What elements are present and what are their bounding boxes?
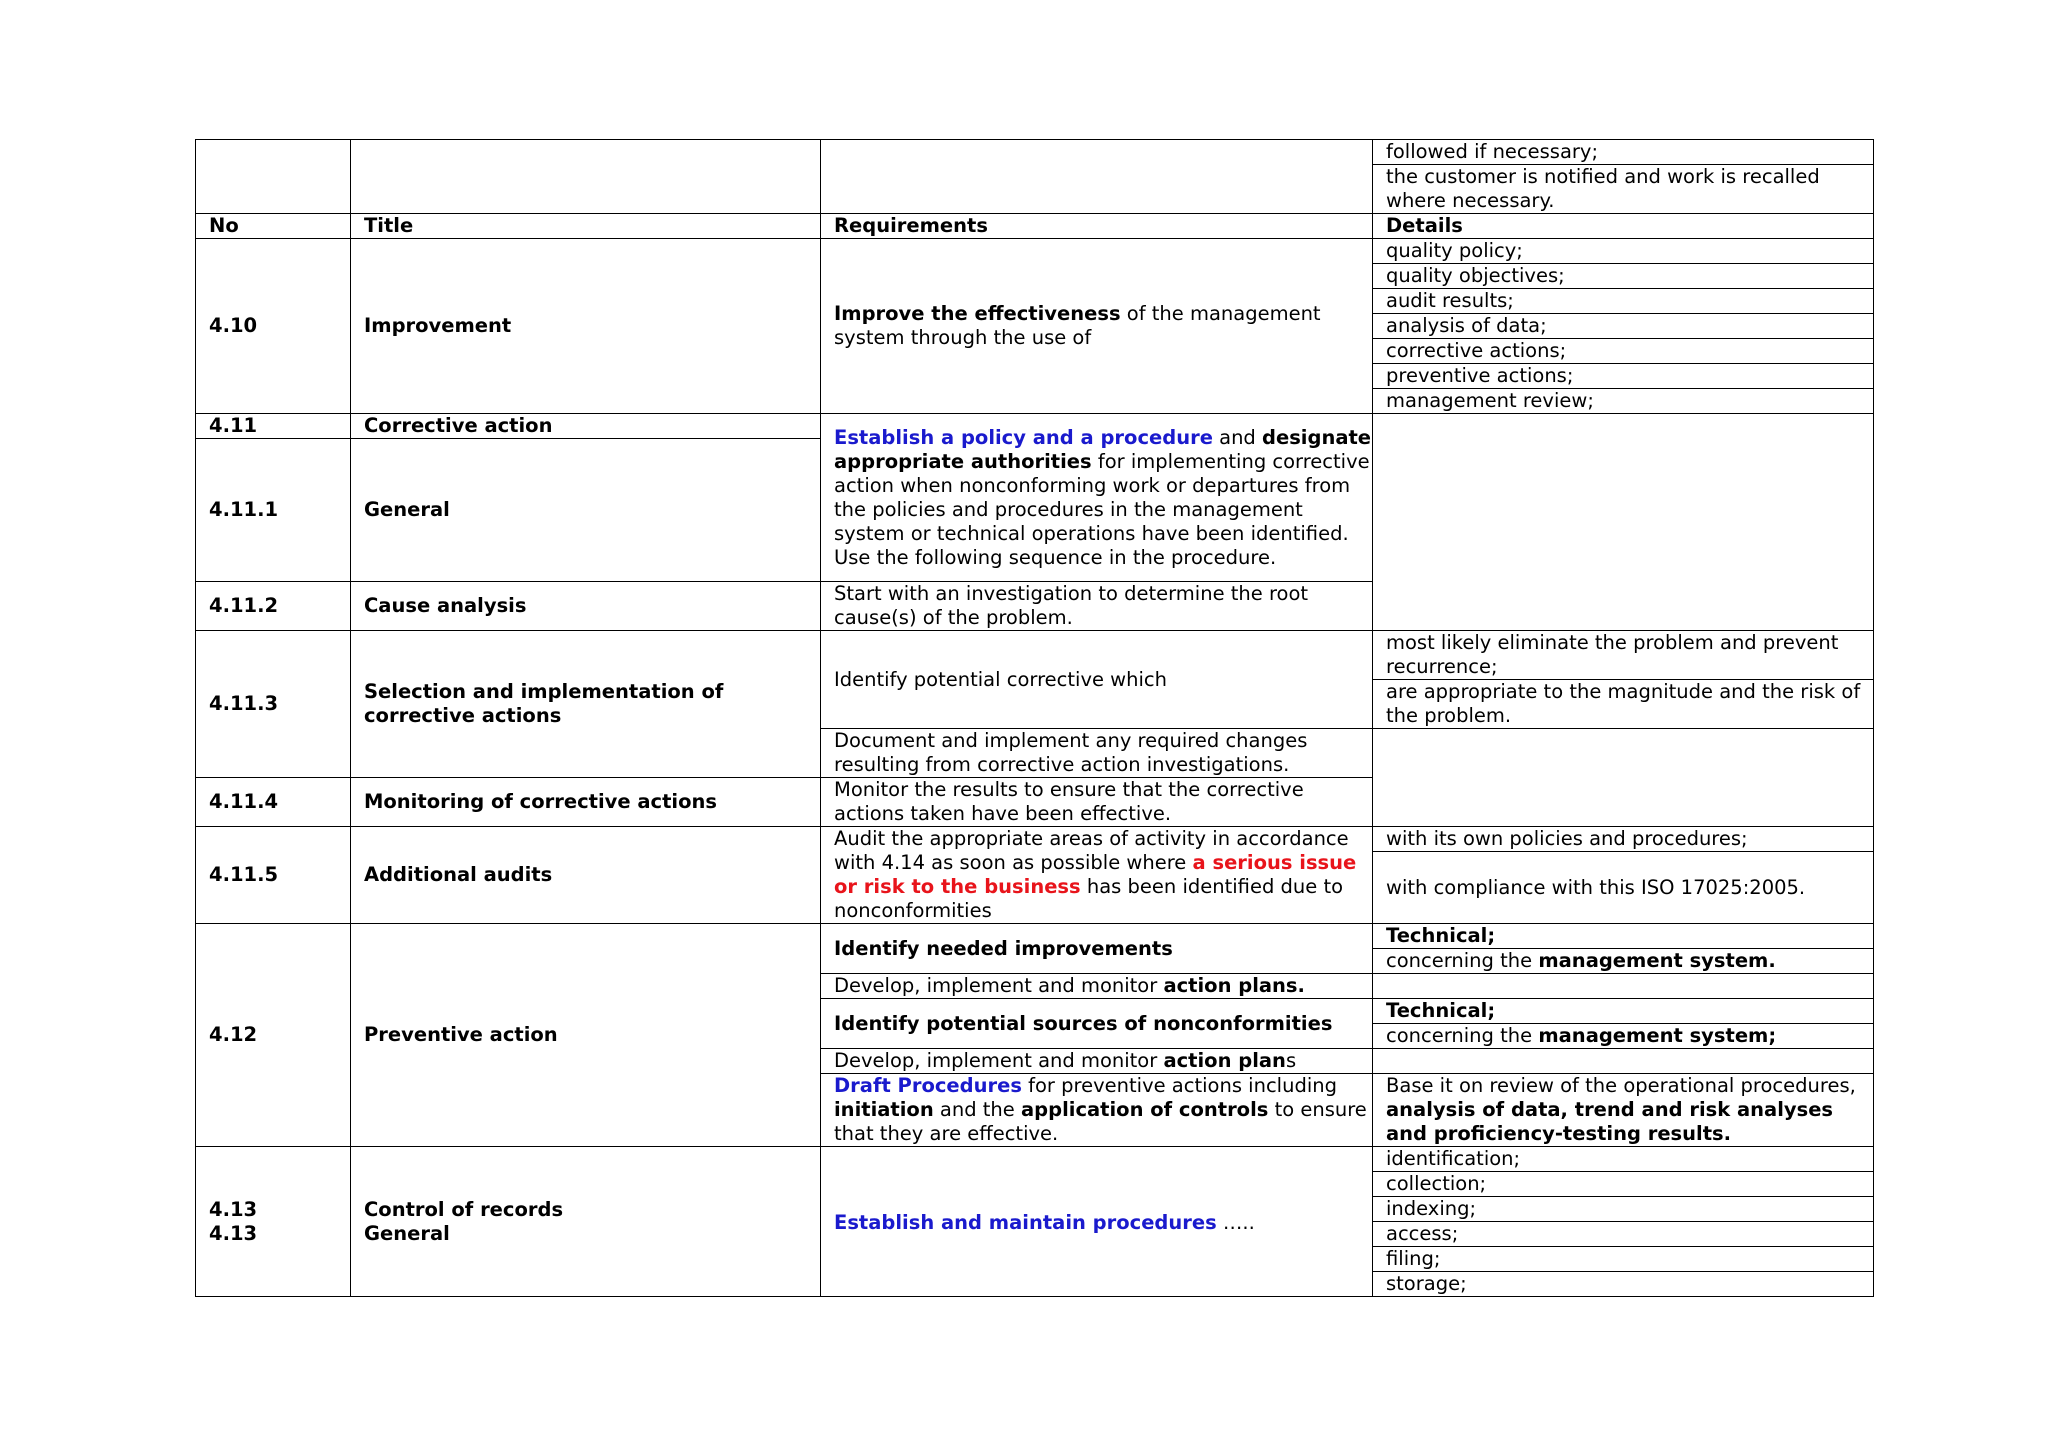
- empty-no-cell: [196, 140, 351, 214]
- section-title: Improvement: [351, 239, 821, 414]
- header-details: Details: [1373, 214, 1874, 239]
- detail-cell: corrective actions;: [1373, 339, 1874, 364]
- requirements-cell: [821, 1049, 1373, 1074]
- detail-cell: with its own policies and procedures;: [1373, 827, 1874, 852]
- requirements-cell: [821, 1074, 1373, 1147]
- detail-cell: most likely eliminate the problem and prevent recurrence;: [1373, 631, 1874, 680]
- req-text: Develop, implement and monitor: [834, 974, 1164, 997]
- req-bold: Improve the effectiveness: [834, 302, 1121, 325]
- detail-cell: followed if necessary;: [1373, 140, 1874, 165]
- detail-cell: are appropriate to the magnitude and the risk of the problem.: [1373, 680, 1874, 729]
- table-row: [196, 414, 1874, 439]
- requirements-cell: Start with an investigation to determine the root cause(s) of the problem.: [821, 582, 1373, 631]
- section-title: Additional audits: [351, 827, 821, 924]
- section-number: 4.10: [196, 239, 351, 414]
- req-text: for implementing corrective action when nonconforming work or departures from the policies and procedures in the management system or technical operations have been identified. Use the following sequence in the procedure.: [834, 449, 1370, 569]
- detail-cell: [1373, 1074, 1874, 1147]
- detail-cell: identification;: [1373, 1147, 1874, 1172]
- req-highlight: Draft Procedures: [834, 1074, 1022, 1097]
- req-bold: action plans.: [1163, 974, 1305, 997]
- empty-requirements-cell: [821, 140, 1373, 214]
- requirements-cell: [821, 239, 1373, 414]
- detail-bold: management system.: [1538, 949, 1776, 972]
- detail-cell: quality policy;: [1373, 239, 1874, 264]
- req-bold: designate appropriate authorities: [834, 425, 1372, 473]
- section-number: 4.11.3: [196, 631, 351, 778]
- empty-detail-cell: [1373, 974, 1874, 999]
- requirements-table: [195, 139, 1874, 1297]
- detail-cell: preventive actions;: [1373, 364, 1874, 389]
- detail-cell: the customer is notified and work is recalled where necessary.: [1373, 165, 1874, 214]
- section-number: 4.11.2: [196, 582, 351, 631]
- requirements-cell: [821, 827, 1373, 924]
- detail-cell: storage;: [1373, 1272, 1874, 1297]
- detail-bold: analysis of data, trend and risk analyses and proficiency-testing results.: [1386, 1098, 1834, 1145]
- section-number: [196, 1147, 351, 1297]
- detail-cell: access;: [1373, 1222, 1874, 1247]
- detail-cell: [1373, 949, 1874, 974]
- requirements-cell: Monitor the results to ensure that the corrective actions taken have been effective.: [821, 778, 1373, 827]
- detail-cell: filing;: [1373, 1247, 1874, 1272]
- detail-cell: management review;: [1373, 389, 1874, 414]
- req-text: and: [1212, 425, 1263, 449]
- req-text: for preventive actions including: [1021, 1074, 1337, 1097]
- detail-cell: with compliance with this ISO 17025:2005.: [1373, 852, 1874, 924]
- section-number: 4.11: [196, 414, 351, 439]
- section-title: Cause analysis: [351, 582, 821, 631]
- section-title-line: General: [364, 1221, 450, 1245]
- table-row: [196, 140, 1874, 165]
- empty-detail-cell: [1373, 414, 1874, 631]
- requirements-cell: Document and implement any required changes resulting from corrective action investigations.: [821, 729, 1373, 778]
- header-requirements: Requirements: [821, 214, 1373, 239]
- requirements-cell: Identify needed improvements: [821, 924, 1373, 974]
- section-number: 4.11.5: [196, 827, 351, 924]
- detail-cell: Technical;: [1373, 999, 1874, 1024]
- section-title: Corrective action: [351, 414, 821, 439]
- requirements-cell: Identify potential sources of nonconformities: [821, 999, 1373, 1049]
- requirements-cell: [821, 414, 1373, 582]
- section-number: 4.12: [196, 924, 351, 1147]
- table-row: [196, 924, 1874, 949]
- req-bold: initiation: [834, 1098, 934, 1121]
- requirements-cell: [821, 1147, 1373, 1297]
- detail-cell: quality objectives;: [1373, 264, 1874, 289]
- req-text: of the management system through the use of: [834, 302, 1321, 349]
- empty-detail-cell: [1373, 729, 1874, 827]
- section-title: [351, 1147, 821, 1297]
- req-text: Audit the appropriate areas of activity in accordance with 4.14 as soon as possible where: [834, 827, 1349, 874]
- req-text: s: [1285, 1049, 1297, 1072]
- req-highlight: Establish a policy and a procedure: [834, 425, 1213, 449]
- table-row: [196, 827, 1874, 852]
- detail-cell: [1373, 1024, 1874, 1049]
- detail-cell: analysis of data;: [1373, 314, 1874, 339]
- section-number: 4.11.4: [196, 778, 351, 827]
- section-title: General: [351, 439, 821, 582]
- empty-detail-cell: [1373, 1049, 1874, 1074]
- req-text: to ensure that they are effective.: [834, 1098, 1367, 1145]
- detail-cell: audit results;: [1373, 289, 1874, 314]
- table-header-row: [196, 214, 1874, 239]
- detail-cell: Technical;: [1373, 924, 1874, 949]
- detail-text: concerning the: [1386, 1024, 1539, 1047]
- detail-cell: collection;: [1373, 1172, 1874, 1197]
- header-no: No: [196, 214, 351, 239]
- header-title: Title: [351, 214, 821, 239]
- req-highlight: Establish and maintain procedures: [834, 1211, 1217, 1234]
- section-title: Monitoring of corrective actions: [351, 778, 821, 827]
- req-bold: action plan: [1163, 1049, 1286, 1072]
- req-text: …..: [1216, 1211, 1255, 1234]
- section-number: 4.11.1: [196, 439, 351, 582]
- req-bold: application of controls: [1021, 1098, 1269, 1121]
- detail-cell: indexing;: [1373, 1197, 1874, 1222]
- section-title: Preventive action: [351, 924, 821, 1147]
- detail-bold: management system;: [1538, 1024, 1777, 1047]
- table-row: [196, 631, 1874, 680]
- req-text: Develop, implement and monitor: [834, 1049, 1164, 1072]
- section-title-line: Control of records: [364, 1197, 564, 1221]
- requirements-cell: [821, 974, 1373, 999]
- section-title: Selection and implementation of corrective actions: [351, 631, 821, 778]
- req-text: and the: [933, 1098, 1021, 1121]
- table-row: [196, 1147, 1874, 1172]
- detail-text: Base it on review of the operational procedures,: [1386, 1074, 1856, 1097]
- table-row: [196, 239, 1874, 264]
- section-number-line: 4.13: [209, 1197, 258, 1221]
- requirements-cell: Identify potential corrective which: [821, 631, 1373, 729]
- req-warning: a serious issue or risk to the business: [834, 851, 1357, 898]
- req-text: has been identified due to nonconformities: [834, 875, 1344, 922]
- empty-title-cell: [351, 140, 821, 214]
- detail-text: concerning the: [1386, 949, 1539, 972]
- section-number-line: 4.13: [209, 1221, 258, 1245]
